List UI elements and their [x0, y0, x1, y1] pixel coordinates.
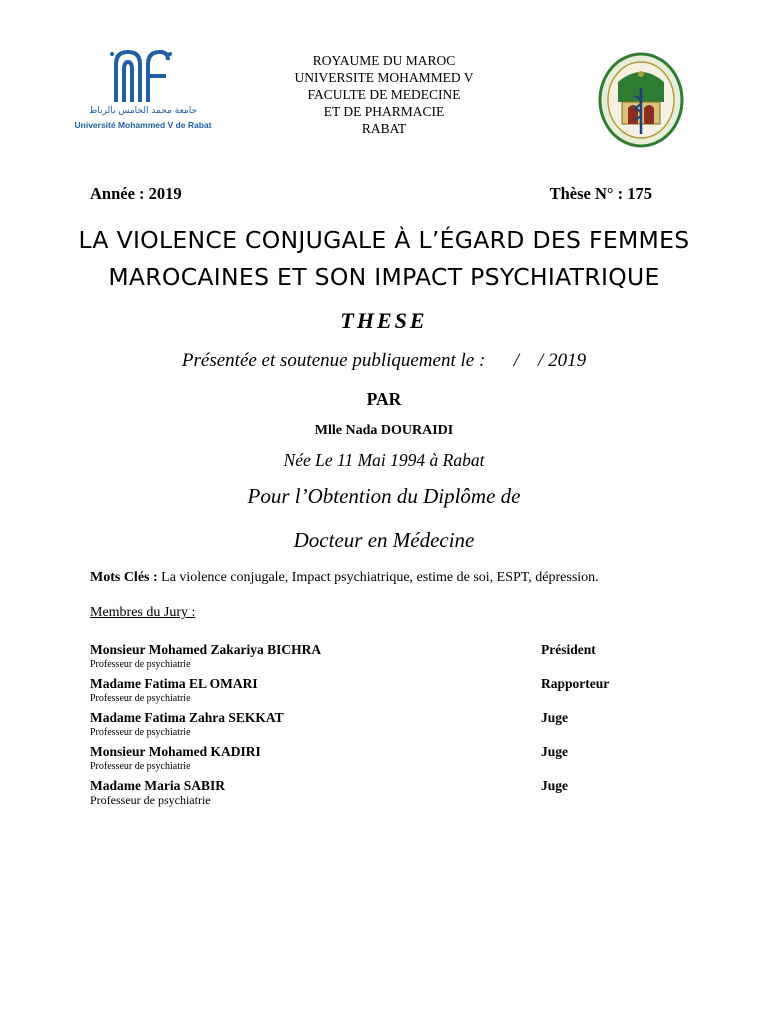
university-name-french: Université Mohammed V de Rabat — [74, 120, 212, 130]
obtention-line: Pour l’Obtention du Diplôme de — [247, 484, 521, 508]
institution-block — [240, 52, 528, 137]
jury-member — [90, 642, 670, 676]
faculty-seal — [598, 52, 684, 148]
jury-label: Membres du Jury : — [90, 605, 196, 620]
par-label: PAR — [366, 389, 402, 409]
institution-line-faculty: FACULTE DE MEDECINE — [307, 87, 461, 102]
degree-line: Docteur en Médecine — [293, 528, 475, 552]
university-logo — [68, 46, 218, 134]
thesis-title-line-2: MAROCAINES ET SON IMPACT PSYCHIATRIQUE — [108, 263, 660, 291]
jury-member-title: Président — [541, 642, 596, 657]
jury-member-role: Professeur de psychiatrie — [90, 693, 191, 704]
jury-member-name: Madame Fatima EL OMARI — [90, 676, 258, 691]
jury-member-role: Professeur de psychiatrie — [90, 659, 191, 670]
institution-line-pharmacy: ET DE PHARMACIE — [323, 104, 445, 119]
jury-member-title: Juge — [541, 710, 568, 725]
keywords-text: La violence conjugale, Impact psychiatrique, estime de soi, ESPT, dépression. — [157, 570, 599, 585]
author-name: Mlle Nada DOURAIDI — [314, 423, 454, 438]
jury-member-name: Monsieur Mohamed Zakariya BICHRA — [90, 642, 322, 657]
jury-member — [90, 778, 670, 812]
jury-member — [90, 676, 670, 710]
institution-line-university: UNIVERSITE MOHAMMED V — [294, 70, 474, 85]
faculty-of-medicine-seal-icon — [598, 52, 684, 148]
defense-date-line: Présentée et soutenue publiquement le : / / 2019 — [181, 350, 587, 371]
jury-member-title: Juge — [541, 778, 568, 793]
jury-member-role: Professeur de psychiatrie — [90, 761, 191, 772]
university-mohammed-v-logo-icon — [68, 46, 218, 106]
thesis-title-line-1: LA VIOLENCE CONJUGALE À L’ÉGARD DES FEMMES — [78, 226, 690, 254]
jury-list — [90, 642, 670, 812]
jury-member-title: Juge — [541, 744, 568, 759]
institution-line-city: RABAT — [361, 121, 407, 136]
keywords — [90, 570, 690, 586]
jury-member-role: Professeur de psychiatrie — [90, 727, 191, 738]
thesis-year: Année : 2019 — [90, 184, 182, 203]
university-name-arabic: جامعة محمد الخامس بالرباط — [88, 106, 198, 116]
thesis-title — [40, 222, 728, 296]
institution-line-kingdom: ROYAUME DU MAROC — [312, 53, 456, 68]
thesis-number: Thèse N° : 175 — [549, 184, 652, 203]
keywords-label: Mots Clés : — [90, 570, 158, 585]
jury-member — [90, 710, 670, 744]
jury-member-name: Madame Fatima Zahra SEKKAT — [90, 710, 284, 725]
jury-member-name: Madame Maria SABIR — [90, 778, 225, 793]
jury-member-role: Professeur de psychiatrie — [90, 793, 211, 807]
these-heading: THESE — [340, 308, 428, 333]
year-thesis-line — [90, 184, 652, 204]
jury-member — [90, 744, 670, 778]
jury-member-title: Rapporteur — [541, 676, 610, 691]
jury-member-name: Monsieur Mohamed KADIRI — [90, 744, 261, 759]
author-birth: Née Le 11 Mai 1994 à Rabat — [283, 450, 485, 470]
